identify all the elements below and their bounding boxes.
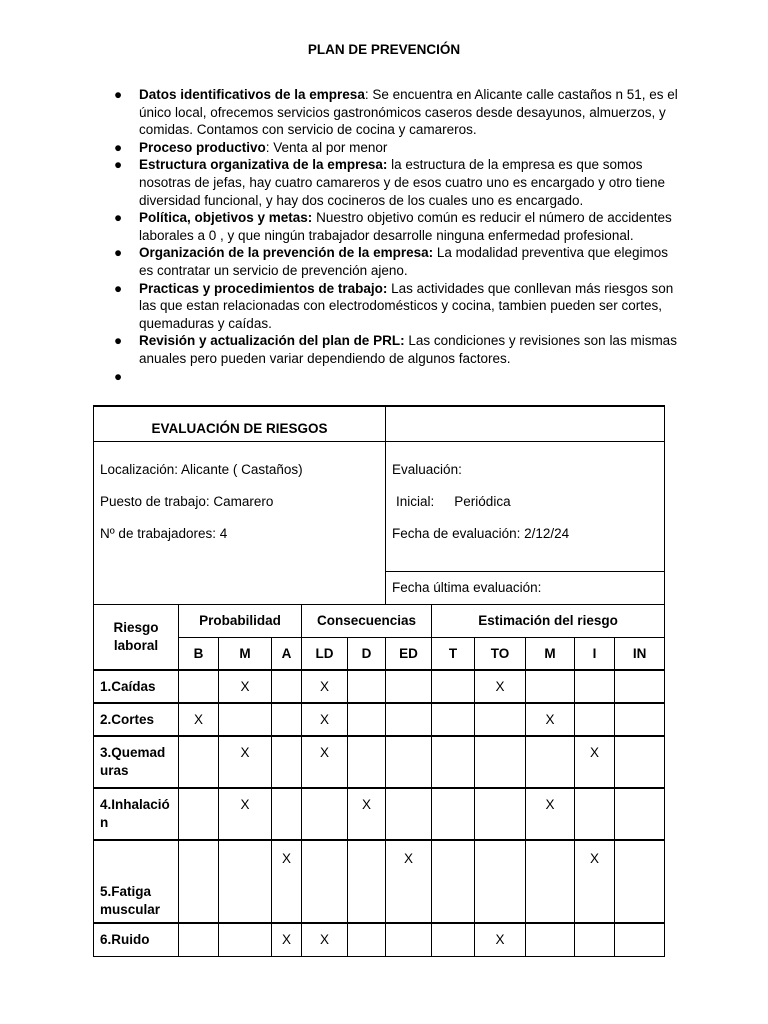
bullet-item	[112, 156, 680, 209]
risk-mark-cell	[302, 788, 348, 840]
risk-mark-cell	[386, 703, 432, 736]
subheader-cell: IN	[615, 637, 665, 670]
risk-mark-cell: X	[575, 840, 615, 923]
risk-mark-cell	[302, 840, 348, 923]
bullet-label: Estructura organizativa de la empresa:	[139, 157, 388, 173]
risk-mark-cell	[432, 788, 475, 840]
evaluation-date: Fecha de evaluación: 2/12/24	[392, 525, 570, 541]
evaluation-label: Evaluación:	[392, 461, 462, 477]
risk-name: 5.Fatiga muscular	[94, 840, 179, 923]
risk-mark-cell	[475, 840, 526, 923]
risk-mark-cell	[348, 736, 386, 788]
bullet-text: Las condiciones y revisiones son las mismas anuales pero pueden variar dependiendo de algunos factores.	[139, 333, 677, 366]
column-header-probability: Probabilidad	[179, 604, 302, 637]
risk-mark-cell: X	[219, 788, 272, 840]
risk-mark-cell: X	[272, 840, 302, 923]
bullet-icon: ●	[114, 245, 123, 261]
risk-mark-cell	[475, 736, 526, 788]
risk-row	[94, 736, 665, 788]
bullet-label: Practicas y procedimientos de trabajo:	[139, 280, 388, 296]
risk-mark-cell: X	[302, 703, 348, 736]
risk-row	[94, 923, 665, 956]
risk-mark-cell	[432, 736, 475, 788]
subheader-cell: B	[179, 637, 219, 670]
bullet-item	[112, 368, 680, 386]
subheader-cell: M	[526, 637, 575, 670]
bullet-icon: ●	[114, 87, 123, 102]
bullet-label: Revisión y actualización del plan de PRL:	[139, 333, 405, 349]
risk-mark-cell	[432, 670, 475, 703]
risk-rows	[94, 670, 665, 956]
risk-row	[94, 703, 665, 736]
risk-mark-cell: X	[219, 670, 272, 703]
risk-row	[94, 670, 665, 703]
bullet-label: Organización de la prevención de la empresa:	[139, 245, 434, 261]
risk-mark-cell	[348, 670, 386, 703]
bullet-text: Nuestro objetivo común es reducir el número de accidentes laborales a 0 , y que ningún trabajador desarrolle ninguna enfermedad profesional.	[139, 210, 672, 243]
bullet-item	[112, 209, 680, 244]
subheader-cell: ED	[386, 637, 432, 670]
column-header-risk: Riesgo laboral	[94, 604, 179, 670]
risk-mark-cell	[615, 788, 665, 840]
risk-mark-cell	[386, 736, 432, 788]
risk-mark-cell	[615, 670, 665, 703]
risk-mark-cell	[615, 923, 665, 956]
risk-mark-cell	[526, 736, 575, 788]
empty-header-cell	[386, 406, 665, 441]
subheader-cell: D	[348, 637, 386, 670]
risk-mark-cell	[526, 840, 575, 923]
bullet-icon: ●	[114, 139, 123, 155]
risk-mark-cell	[526, 923, 575, 956]
risk-row	[94, 840, 665, 923]
risk-mark-cell	[272, 703, 302, 736]
risk-mark-cell	[526, 670, 575, 703]
risk-mark-cell	[615, 703, 665, 736]
risk-mark-cell	[272, 736, 302, 788]
risk-name: 6.Ruido	[94, 923, 179, 956]
risk-mark-cell	[179, 736, 219, 788]
bullet-label: Proceso productivo	[139, 139, 266, 155]
evaluation-info	[386, 441, 665, 571]
subheader-cell: A	[272, 637, 302, 670]
bullet-text: : Venta al por menor	[265, 139, 388, 155]
risk-mark-cell	[575, 788, 615, 840]
bullet-item	[112, 244, 680, 279]
job-position-text: Puesto de trabajo: Camarero	[100, 493, 274, 509]
column-header-consequences: Consecuencias	[302, 604, 432, 637]
risk-mark-cell	[179, 788, 219, 840]
bullet-text: Las actividades que conllevan más riesgos son las que estan relacionadas con electrodomésticos y cocina, tambien pueden ser cortes, quemaduras y caídas.	[139, 280, 674, 331]
risk-mark-cell	[575, 670, 615, 703]
risk-mark-cell	[386, 670, 432, 703]
risk-mark-cell: X	[386, 840, 432, 923]
location-text: Localización: Alicante ( Castaños)	[100, 461, 303, 477]
column-header-estimation: Estimación del riesgo	[432, 604, 665, 637]
risk-mark-cell	[475, 788, 526, 840]
workplace-info	[94, 441, 386, 604]
bullet-icon: ●	[114, 210, 123, 226]
initial-label: Inicial:	[396, 493, 435, 509]
bullet-icon: ●	[114, 280, 123, 296]
plan-bullet-list	[112, 86, 680, 386]
last-evaluation-date: Fecha última evaluación:	[386, 571, 665, 604]
evaluation-type	[392, 486, 658, 518]
risk-mark-cell	[432, 703, 475, 736]
subheader-cell: M	[219, 637, 272, 670]
risk-name: 3.Quemaduras	[94, 736, 179, 788]
page-title: PLAN DE PREVENCIÓN	[307, 42, 461, 57]
periodic-label: Periódica	[454, 493, 511, 509]
table-heading: EVALUACIÓN DE RIESGOS	[94, 406, 386, 441]
risk-mark-cell: X	[219, 736, 272, 788]
bullet-label: Política, objetivos y metas:	[139, 210, 313, 226]
risk-mark-cell	[615, 736, 665, 788]
risk-mark-cell: X	[475, 670, 526, 703]
risk-mark-cell	[272, 788, 302, 840]
subheader-cell: I	[575, 637, 615, 670]
risk-mark-cell: X	[348, 788, 386, 840]
bullet-item	[112, 332, 680, 367]
risk-mark-cell	[432, 923, 475, 956]
subheader-cell: LD	[302, 637, 348, 670]
risk-mark-cell	[386, 923, 432, 956]
risk-mark-cell: X	[526, 703, 575, 736]
risk-mark-cell	[179, 840, 219, 923]
risk-mark-cell	[348, 703, 386, 736]
risk-mark-cell	[348, 923, 386, 956]
risk-mark-cell: X	[302, 736, 348, 788]
risk-mark-cell	[179, 923, 219, 956]
risk-name: 2.Cortes	[94, 703, 179, 736]
risk-mark-cell	[475, 703, 526, 736]
risk-mark-cell	[219, 703, 272, 736]
bullet-item	[112, 86, 680, 139]
bullet-label: Datos identificativos de la empresa	[139, 87, 365, 102]
risk-evaluation-table	[93, 405, 665, 957]
worker-count-text: Nº de trabajadores: 4	[100, 525, 228, 541]
risk-mark-cell	[615, 840, 665, 923]
risk-row	[94, 788, 665, 840]
risk-mark-cell	[272, 670, 302, 703]
risk-mark-cell	[432, 840, 475, 923]
bullet-item	[112, 139, 680, 157]
risk-mark-cell	[348, 840, 386, 923]
bullet-icon: ●	[114, 333, 123, 349]
risk-mark-cell: X	[526, 788, 575, 840]
bullet-item	[112, 280, 680, 333]
risk-mark-cell: X	[302, 670, 348, 703]
risk-name: 4.Inhalación	[94, 788, 179, 840]
risk-mark-cell: X	[575, 736, 615, 788]
bullet-icon: ●	[114, 368, 123, 384]
subheader-cell: TO	[475, 637, 526, 670]
risk-mark-cell	[575, 703, 615, 736]
risk-mark-cell: X	[179, 703, 219, 736]
risk-mark-cell: X	[475, 923, 526, 956]
bullet-text: La modalidad preventiva que elegimos es contratar un servicio de prevención ajeno.	[139, 245, 669, 278]
risk-mark-cell	[179, 670, 219, 703]
risk-mark-cell	[575, 923, 615, 956]
risk-mark-cell: X	[272, 923, 302, 956]
bullet-text: : Se encuentra en Alicante calle castaños n 51, es el único local, ofrecemos servicios gastronómicos caseros desde desayunos, almuerzos, y comidas. Contamos con servicio de cocina y camareros.	[139, 87, 678, 138]
subheader-cell: T	[432, 637, 475, 670]
risk-mark-cell: X	[302, 923, 348, 956]
risk-mark-cell	[386, 788, 432, 840]
risk-mark-cell	[219, 923, 272, 956]
risk-mark-cell	[219, 840, 272, 923]
bullet-icon: ●	[114, 157, 123, 173]
risk-name: 1.Caídas	[94, 670, 179, 703]
bullet-text: la estructura de la empresa es que somos nosotras de jefas, hay cuatro camareros y de esos cuatro uno es encargado y otro tiene diversidad funcional, y hay dos cocineros de los cuales uno es encargado.	[139, 157, 666, 208]
